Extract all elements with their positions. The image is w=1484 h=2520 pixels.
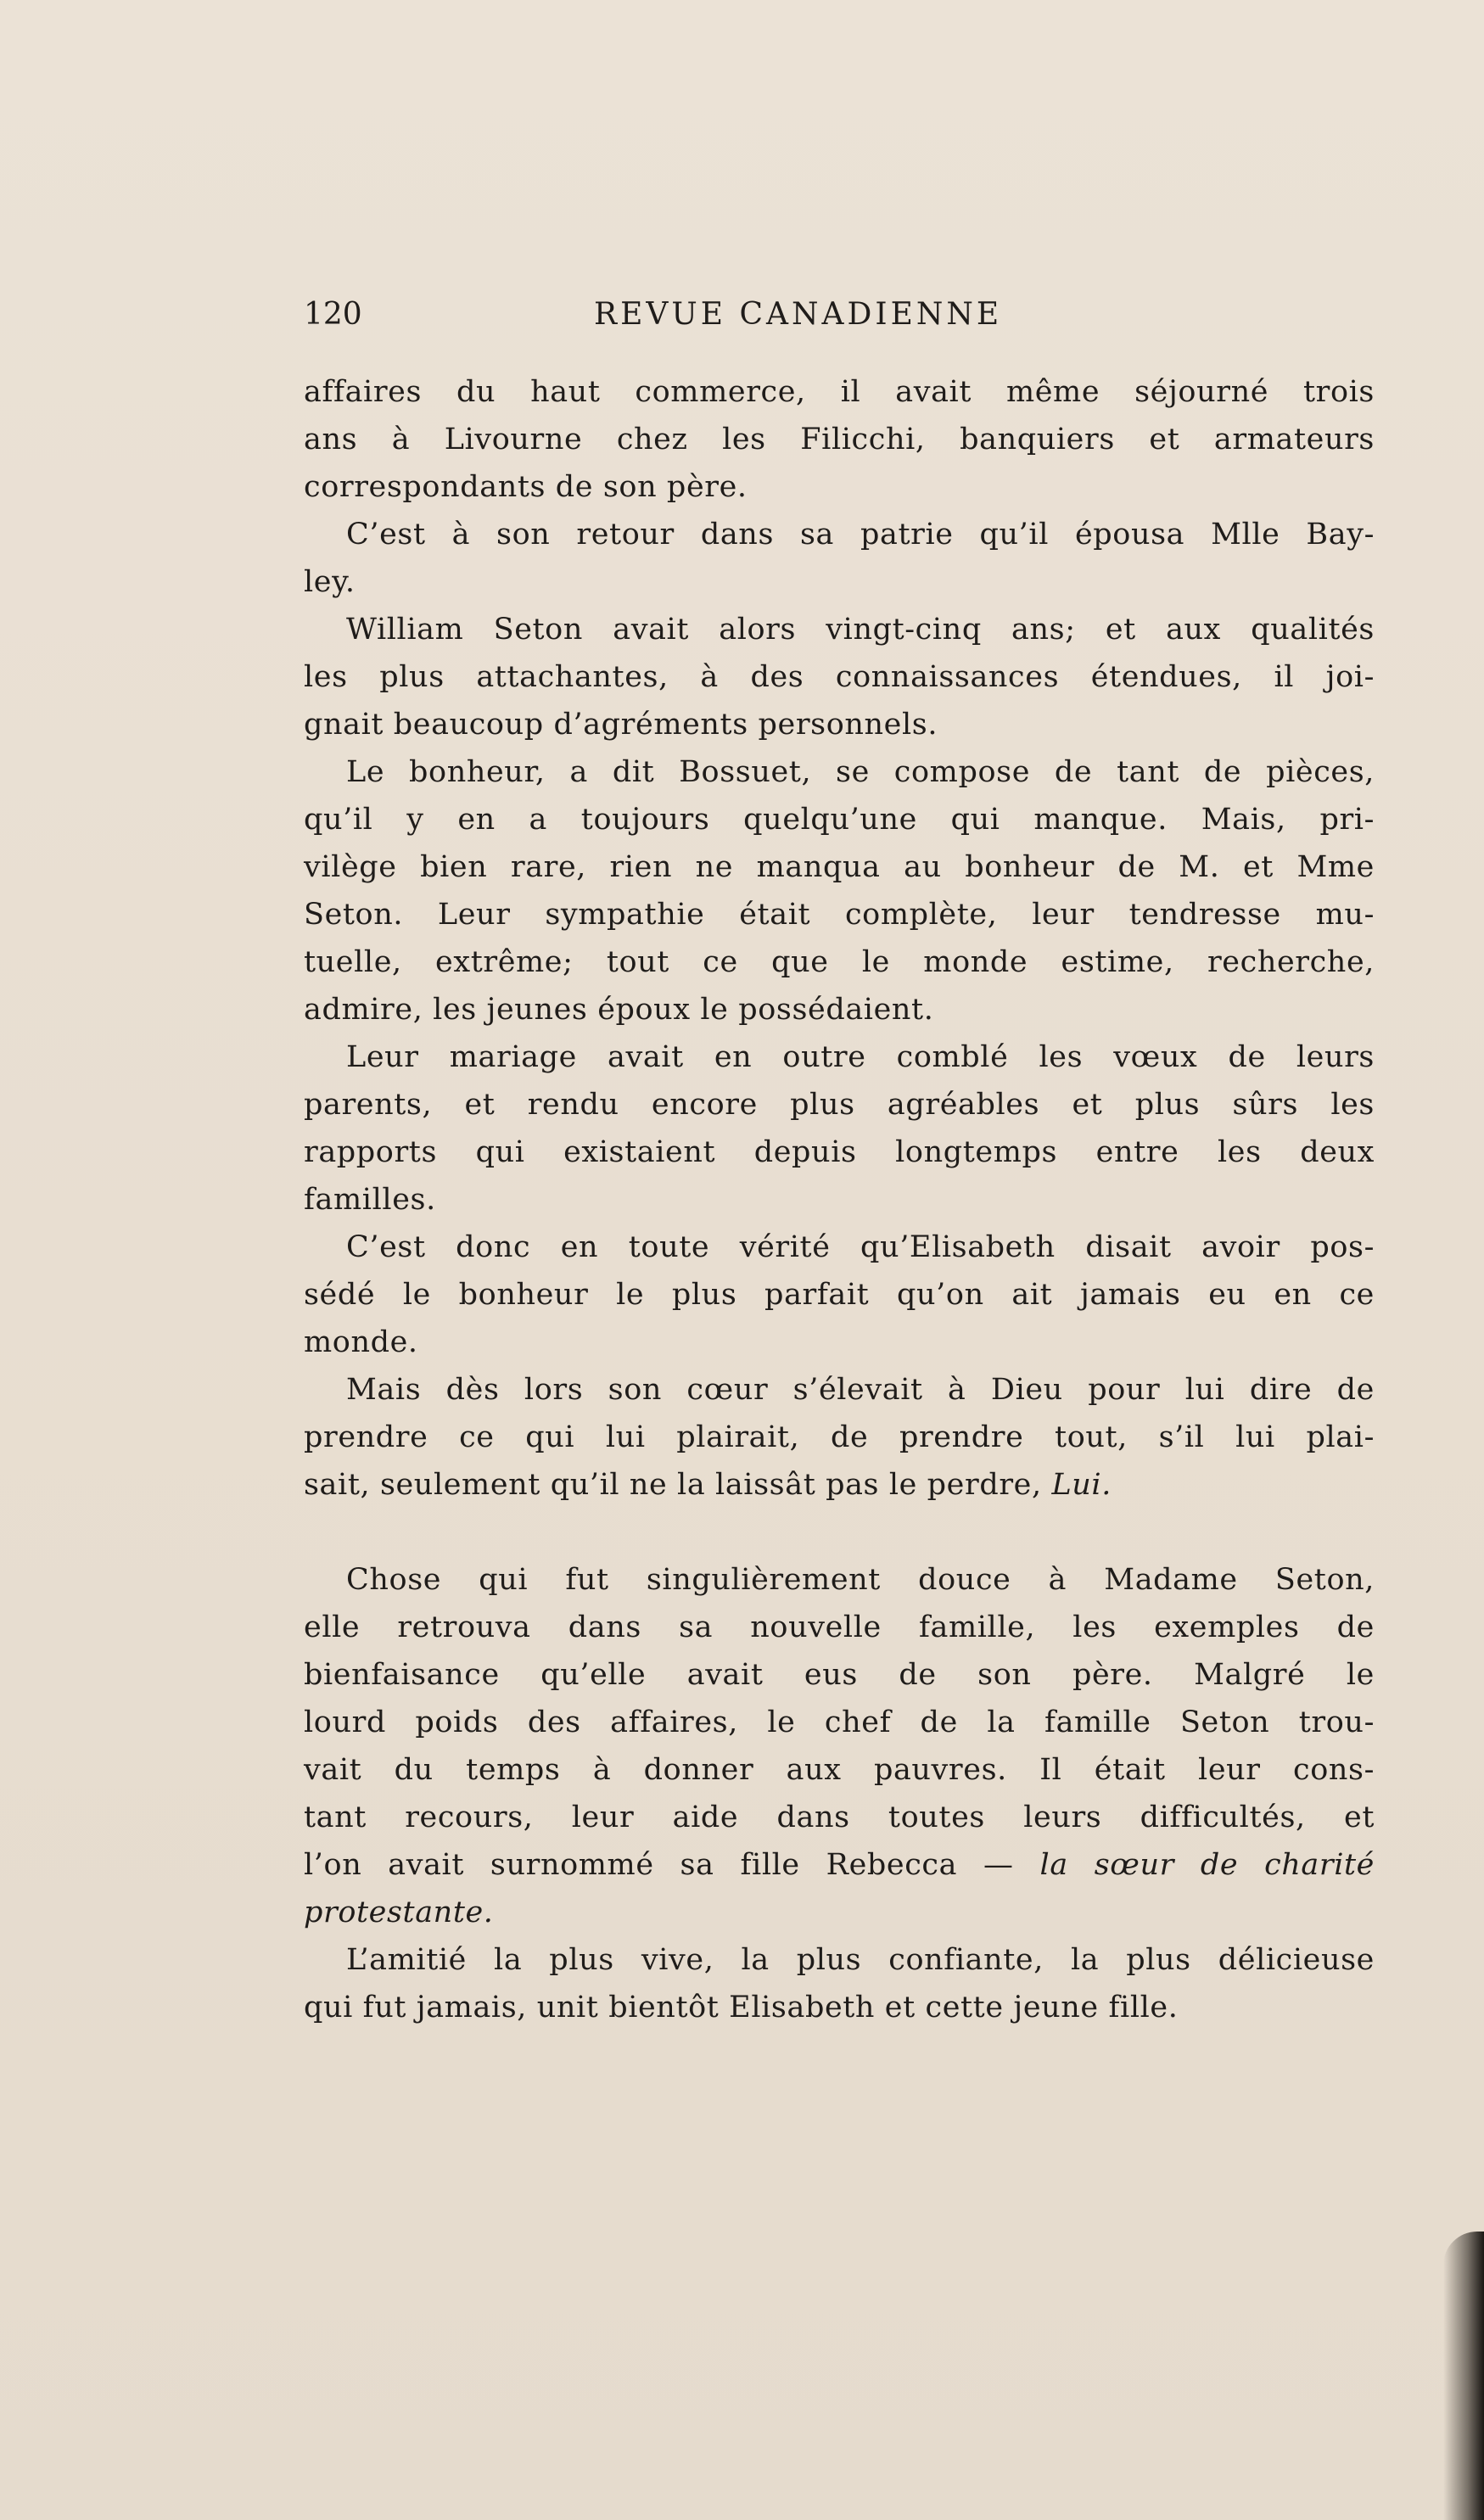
text-line: elle retrouva dans sa nouvelle famille, les exemples de xyxy=(304,1610,1375,1644)
text-line: Chose qui fut singulièrement douce à Madame Seton, xyxy=(346,1563,1375,1597)
text-line: tuelle, extrême; tout ce que le monde estime, recherche, xyxy=(304,945,1375,979)
text-line: Leur mariage avait en outre comblé les vœux de leurs xyxy=(346,1040,1375,1074)
text-line: vilège bien rare, rien ne manqua au bonheur de M. et Mme xyxy=(304,850,1375,884)
text-line: les plus attachantes, à des connaissances étendues, il joi- xyxy=(304,660,1375,694)
text-line: rapports qui existaient depuis longtemps entre les deux xyxy=(304,1135,1375,1169)
italic-text: la sœur de charité xyxy=(1039,1848,1375,1882)
page-number: 120 xyxy=(304,297,362,332)
text-line: Seton. Leur sympathie était complète, leur tendresse mu- xyxy=(304,898,1375,932)
text-line: C’est donc en toute vérité qu’Elisabeth disait avoir pos- xyxy=(346,1230,1375,1264)
text-line: ans à Livourne chez les Filicchi, banquiers et armateurs xyxy=(304,423,1375,456)
text-line: L’amitié la plus vive, la plus confiante, la plus délicieuse xyxy=(346,1943,1375,1977)
running-header xyxy=(304,297,1071,334)
running-title: REVUE CANADIENNE xyxy=(594,297,1003,332)
text-line: lourd poids des affaires, le chef de la famille Seton trou- xyxy=(304,1705,1375,1739)
text-line: Mais dès lors son cœur s’élevait à Dieu pour lui dire de xyxy=(346,1373,1375,1407)
text-line: qu’il y en a toujours quelqu’une qui manque. Mais, pri- xyxy=(304,803,1375,837)
text-line: admire, les jeunes époux le possédaient. xyxy=(304,993,934,1027)
text-line: affaires du haut commerce, il avait même séjourné trois xyxy=(304,375,1375,409)
text-line: prendre ce qui lui plairait, de prendre tout, s’il lui plai- xyxy=(304,1420,1375,1454)
section-gap xyxy=(304,1509,1375,1556)
text-line: Le bonheur, a dit Bossuet, se compose de tant de pièces, xyxy=(346,755,1375,789)
text-line: ley. xyxy=(304,565,356,599)
text-line: correspondants de son père. xyxy=(304,470,748,504)
text-line-italic xyxy=(304,1889,1375,1936)
text-line: familles. xyxy=(304,1183,436,1217)
body-text xyxy=(304,368,1375,2031)
text-line: vait du temps à donner aux pauvres. Il était leur cons- xyxy=(304,1753,1375,1787)
page-edge-shadow xyxy=(1443,2232,1484,2520)
italic-text: protestante. xyxy=(304,1896,494,1929)
text-line: bienfaisance qu’elle avait eus de son père. Malgré le xyxy=(304,1658,1375,1692)
text-line-with-italic xyxy=(304,1461,1375,1509)
text-line: William Seton avait alors vingt-cinq ans; et aux qualités xyxy=(346,613,1375,647)
text-segment: l’on avait surnommé sa fille Rebecca — xyxy=(304,1848,1014,1882)
italic-text: Lui. xyxy=(1051,1468,1112,1502)
text-line: qui fut jamais, unit bientôt Elisabeth et cette jeune fille. xyxy=(304,1991,1179,2024)
text-segment: sait, seulement qu’il ne la laissât pas le perdre, xyxy=(304,1468,1042,1502)
text-line: tant recours, leur aide dans toutes leurs difficultés, et xyxy=(304,1800,1375,1834)
text-line: parents, et rendu encore plus agréables et plus sûrs les xyxy=(304,1088,1375,1122)
text-line: sédé le bonheur le plus parfait qu’on ait jamais eu en ce xyxy=(304,1278,1375,1312)
text-line: monde. xyxy=(304,1325,418,1359)
text-line: gnait beaucoup d’agréments personnels. xyxy=(304,708,938,742)
text-line-with-italic xyxy=(304,1841,1375,1889)
text-line: C’est à son retour dans sa patrie qu’il épousa Mlle Bay- xyxy=(346,518,1375,552)
